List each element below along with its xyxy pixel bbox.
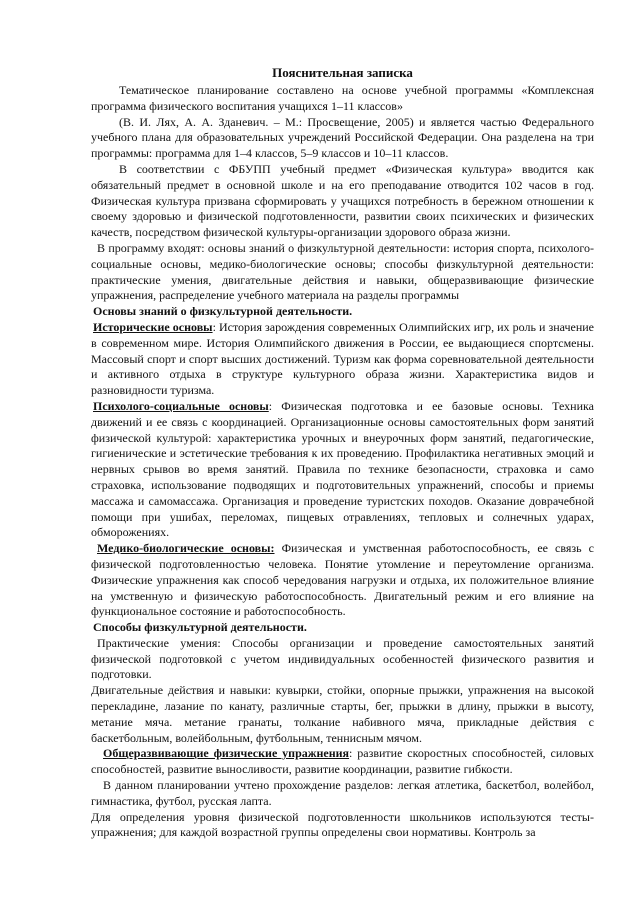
section-heading-methods: Способы физкультурной деятельности.: [93, 620, 307, 635]
psycho-social-label: Психолого-социальные основы: [93, 398, 269, 413]
general-exercises-label: Общеразвивающие физические упражнения: [103, 746, 350, 761]
practical-skills-paragraph: Практические умения: Способы организации и проведение самостоятельных занятий физической подготовкой с учетом индивидуальных особенностей физического развития и подготовки.: [91, 635, 594, 682]
medico-biological-label: Медико-биологические основы:: [97, 541, 275, 556]
testing-paragraph: Для определения уровня физической подготовленности школьников используются тесты-упражнения; для каждой возрастной группы определены свои нормативы. Контроль за: [91, 809, 594, 840]
psycho-social-paragraph: [91, 399, 594, 541]
section-heading-knowledge: Основы знаний о физкультурной деятельности.: [93, 304, 353, 319]
document-title: Пояснительная записка: [272, 65, 413, 80]
general-exercises-paragraph: [91, 746, 594, 778]
medico-biological-paragraph: [91, 541, 594, 620]
medico-biological-text: Физическая и умственная работоспособность, ее связь с физической подготовленностью человека. Понятие утомление и переутомление организма. Физические упражнения как способ чередования нагрузки и отдыха, их положительное влияние на умственную и физическую работоспособность. Двигательный режим и его влияние на функциональное состояние и работоспособность.: [91, 541, 594, 619]
historical-basics-paragraph: [91, 320, 594, 399]
historical-basics-label: Исторические основы: [93, 319, 213, 334]
motor-actions-paragraph: Двигательные действия и навыки: кувырки, стойки, опорные прыжки, упражнения на высокой перекладине, лазание по канату, различные старты, бег, прыжки в длину, прыжки в высоту, метание мяча. метание гранаты, толкание набивного мяча, прикладные действия с баскетбольным, волейбольным, футбольным, теннисным мячом.: [91, 683, 594, 745]
historical-basics-text: : История зарождения современных Олимпийских игр, их роль и значение в современном мире. История Олимпийского движения в России, ее выдающиеся спортсмены. Массовый спорт и спорт высших достижений. Туризм как форма соревновательной деятельности и активного отдыха в структуре культурного образа жизни. Характеристика видов и разновидности туризма.: [91, 319, 594, 398]
program-contents-paragraph: В программу входят: основы знаний о физкультурной деятельности: история спорта, психолого-социальные основы, медико-биологические основы; способы физкультурной деятельности: практические умения, двигательные действия и навыки, общеразвивающие физические упражнения, распределение учебного материала на разделы программы: [91, 240, 594, 303]
source-paragraph: (В. И. Лях, А. А. Зданевич. – М.: Просвещение, 2005) и является частью Федерального учебного плана для образовательных учреждений Российской Федерации. Она разделена на три программы: программа для 1–4 классов, 5–9 классов и 10–11 классов.: [91, 114, 594, 161]
curriculum-paragraph: В соответствии с ФБУПП учебный предмет «Физическая культура» вводится как обязательный предмет в основной школе и на его преподавание отводится 102 часов в год. Физическая культура призвана сформировать у учащихся потребность в бережном отношении к своему здоровью и физической подготовленности, развитии своих психических и физических качеств, посредством физической культуры-организации здорового образа жизни.: [91, 161, 594, 240]
general-exercises-text: : развитие скоростных способностей, силовых способностей, развитие выносливости, развитие координации, развитие гибкости.: [91, 746, 594, 777]
intro-paragraph: Тематическое планирование составлено на основе учебной программы «Комплексная программа физического воспитания учащихся 1–11 классов»: [91, 83, 594, 113]
planning-paragraph: В данном планировании учтено прохождение разделов: легкая атлетика, баскетбол, волейбол, гимнастика, футбол, русская лапта.: [91, 778, 594, 808]
psycho-social-text: : Физическая подготовка и ее базовые основы. Техника движений и ее связь с координацией. Организационные основы самостоятельных форм занятий физической культурой: характеристика урочных и внеурочных форм занятий, педагогические, гигиенические и эстетические требования к их проведению. Профилактика негативных эмоций и нервных срывов во время занятий. Правила по технике безопасности, страховка и само страховка, использование подводящих и подготовительных упражнений, способы и приемы массажа и самомассажа. Организация и проведение туристских походов. Оказание доврачебной помощи при ушибах, переломах, пищевых отравлениях, тепловых и солнечных ударах, обморожениях.: [91, 398, 595, 540]
